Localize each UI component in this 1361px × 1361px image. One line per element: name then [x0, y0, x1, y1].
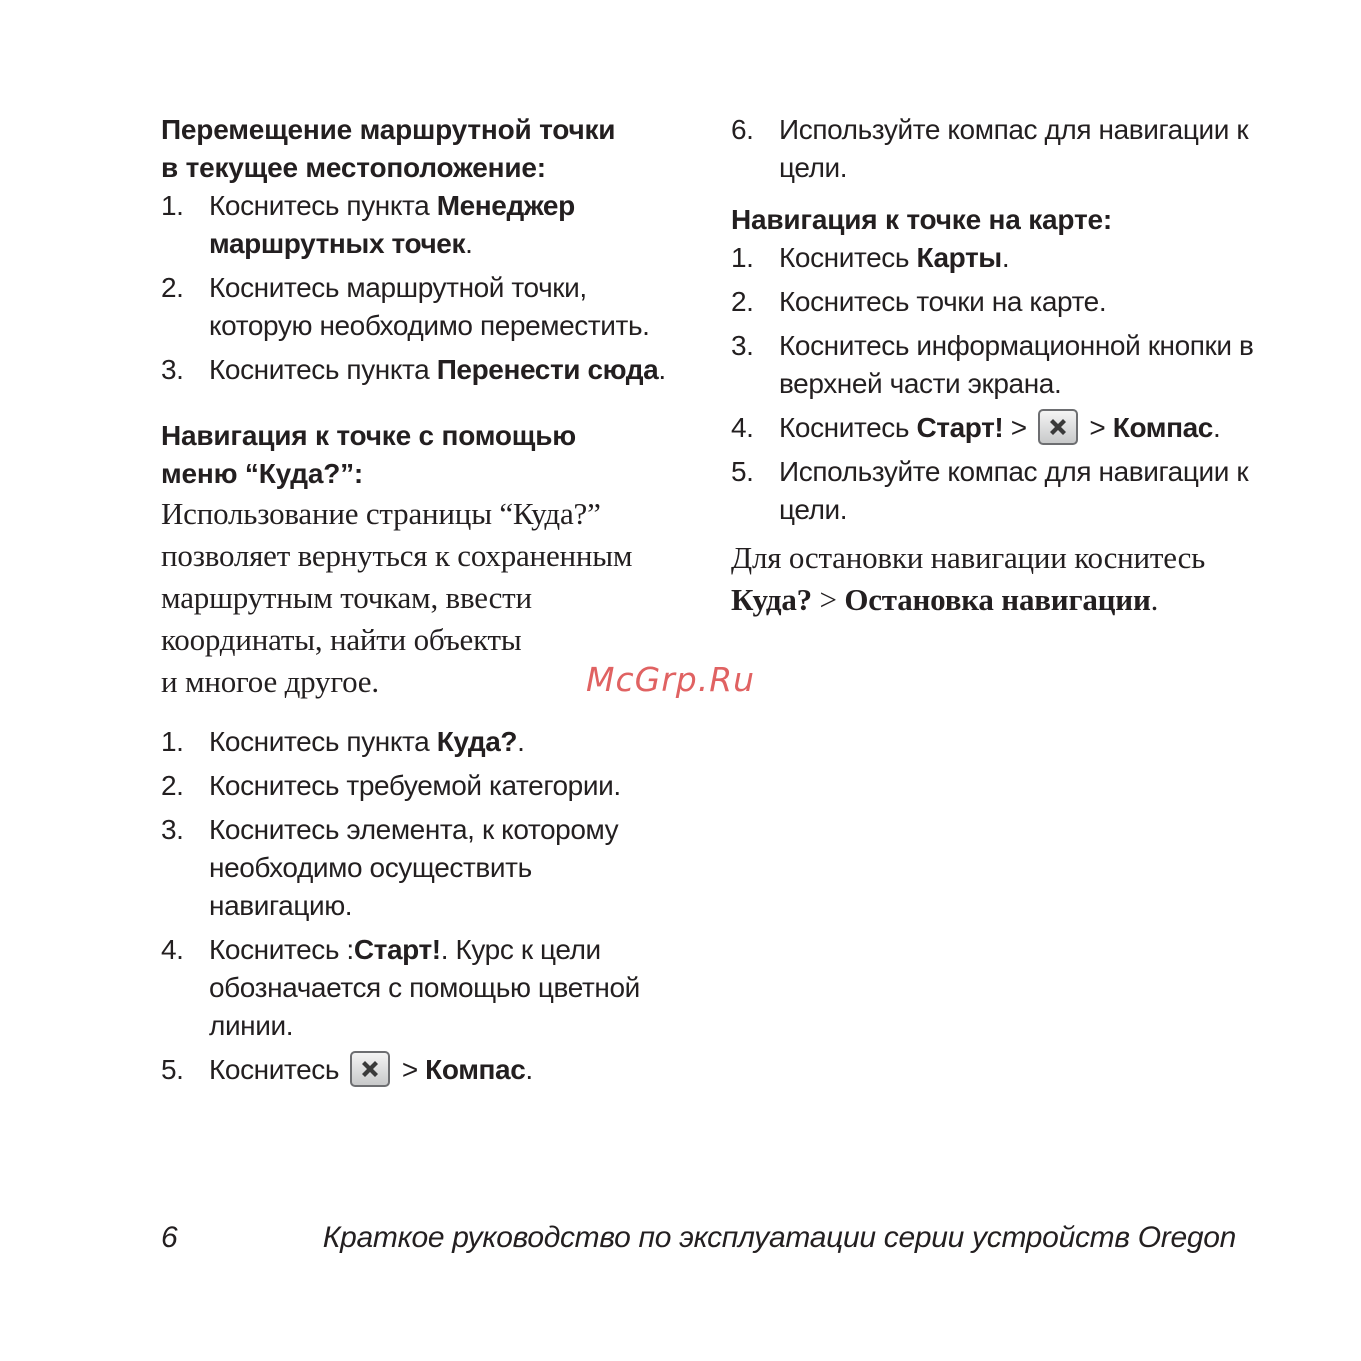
- where-to-intro: Использование страницы “Куда?” позволяет вернуться к сохраненным маршрутным точкам, ввести координаты, найти объекты и многое другое.: [161, 496, 633, 699]
- list-item: 3. Коснитесь элемента, к которому необходимо осуществить навигацию.: [161, 814, 619, 921]
- list-item: 5. Коснитесь > Компас.: [161, 1051, 681, 1089]
- list-item: 4. Коснитесь :Старт!. Курс к цели обозначается с помощью цветной линии.: [161, 934, 640, 1041]
- list-item: 3. Коснитесь пункта Перенести сюда.: [161, 354, 666, 385]
- section-heading-map-navigation: Навигация к точке на карте:: [731, 204, 1112, 235]
- list-item: 1. Коснитесь Карты.: [731, 242, 1010, 273]
- list-item: 3. Коснитесь информационной кнопки в верхней части экрана.: [731, 330, 1254, 399]
- list-item: 2. Коснитесь точки на карте.: [731, 286, 1107, 317]
- section-heading-move-waypoint: Перемещение маршрутной точки в текущее местоположение:: [161, 114, 616, 183]
- watermark: McGrp.Ru: [586, 660, 756, 699]
- section-heading-where-to: Навигация к точке с помощью меню “Куда?”:: [161, 420, 576, 489]
- steps-where-to-continued: [731, 111, 1271, 187]
- list-item: 2. Коснитесь требуемой категории.: [161, 770, 621, 801]
- footer-title: Краткое руководство по эксплуатации серии устройств Oregon: [322, 1221, 1236, 1254]
- page-number: 6: [161, 1221, 178, 1254]
- list-item: 6. Используйте компас для навигации к цели.: [731, 114, 1249, 183]
- list-item: 5. Используйте компас для навигации к цели.: [731, 456, 1249, 525]
- steps-where-to: [161, 723, 681, 1089]
- x-close-icon: [1038, 409, 1078, 445]
- x-close-icon: [350, 1051, 390, 1087]
- list-item: 2. Коснитесь маршрутной точки, которую необходимо переместить.: [161, 272, 650, 341]
- list-item: 4. Коснитесь Старт! > > Компас.: [731, 409, 1271, 447]
- steps-map-navigation: [731, 239, 1271, 529]
- steps-move-waypoint: [161, 187, 681, 389]
- left-column: [161, 111, 681, 1095]
- list-item: 1. Коснитесь пункта Менеджер маршрутных точек.: [161, 190, 575, 259]
- right-column: [731, 111, 1271, 621]
- stop-navigation-note: Для остановки навигации коснитесь Куда? > Остановка навигации.: [731, 540, 1206, 617]
- list-item: 1. Коснитесь пункта Куда?.: [161, 726, 525, 757]
